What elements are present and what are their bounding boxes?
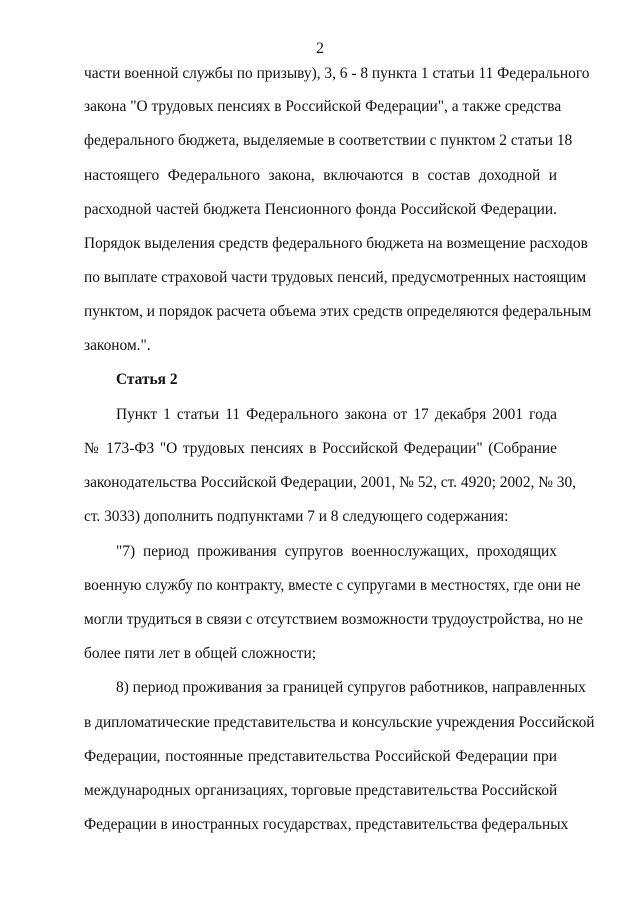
text-line: могли трудиться в связи с отсутствием возможности трудоустройства, но не (84, 611, 583, 628)
text-line: ст. 3033) дополнить подпунктами 7 и 8 следующего содержания: (84, 508, 509, 525)
page-number: 2 (316, 40, 324, 57)
text-line: законом.". (84, 337, 151, 354)
text-line: 8) период проживания за границей супругов работников, направленных (116, 679, 586, 696)
text-line: Пункт 1 статьи 11 Федерального закона от 17 декабря 2001 года (116, 406, 557, 423)
text-line: более пяти лет в общей сложности; (84, 645, 316, 662)
text-line: в дипломатические представительства и консульские учреждения Российской (84, 714, 595, 731)
text-line: Федерации, постоянные представительства Российской Федерации при (84, 748, 557, 765)
text-line: по выплате страховой части трудовых пенсий, предусмотренных настоящим (84, 269, 587, 286)
text-line: федерального бюджета, выделяемые в соответствии с пунктом 2 статьи 18 (84, 132, 573, 149)
text-line: части военной службы по призыву), 3, 6 - 8 пункта 1 статьи 11 Федерального (84, 65, 590, 82)
text-line: закона "О трудовых пенсиях в Российской Федерации", а также средства (84, 98, 562, 115)
text-line: настоящего Федерального закона, включаются в состав доходной и (84, 167, 557, 184)
text-line: международных организациях, торговые представительства Российской (84, 782, 558, 799)
text-line: Федерации в иностранных государствах, представительства федеральных (84, 816, 569, 833)
text-line: Порядок выделения средств федерального бюджета на возмещение расходов (84, 235, 588, 252)
text-line: военную службу по контракту, вместе с супругами в местностях, где они не (84, 577, 581, 594)
text-line: законодательства Российской Федерации, 2001, № 52, ст. 4920; 2002, № 30, (84, 474, 577, 491)
text-line: пунктом, и порядок расчета объема этих средств определяются федеральным (84, 303, 592, 320)
article-heading: Статья 2 (116, 371, 178, 388)
text-line: расходной частей бюджета Пенсионного фонда Российской Федерации. (84, 201, 557, 218)
text-line: "7) период проживания супругов военнослужащих, проходящих (116, 543, 557, 560)
text-line: № 173-ФЗ "О трудовых пенсиях в Российской Федерации" (Собрание (84, 440, 557, 457)
